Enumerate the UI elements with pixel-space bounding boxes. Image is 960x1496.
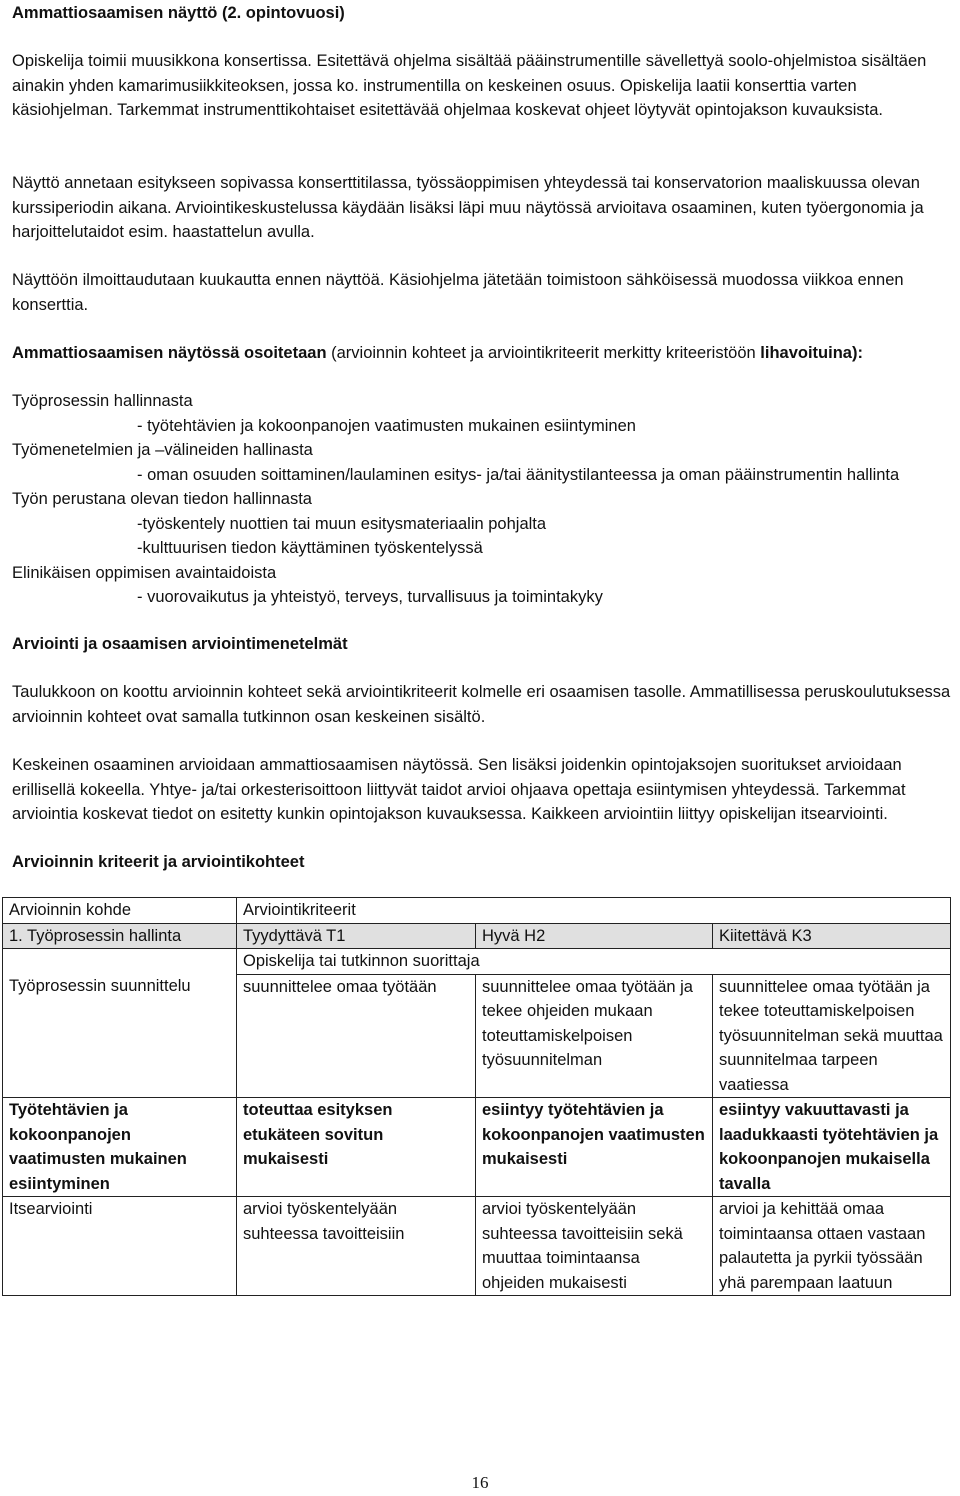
competence-item: - oman osuuden soittaminen/laulaminen esitys- ja/tai äänitystilanteessa ja oman pääinstrumentin hallinta	[137, 465, 900, 484]
grade-t1: Tyydyttävä T1	[237, 923, 476, 949]
competence-title: Työprosessin hallinnasta	[12, 392, 193, 410]
row-k3: esiintyy vakuuttavasti ja laadukkaasti työtehtävien ja kokoonpanojen mukaisella tavalla	[713, 1098, 951, 1197]
subheader-text: Opiskelija tai tutkinnon suorittaja	[237, 949, 951, 975]
row-h2: suunnittelee omaa työtään ja tekee ohjeiden mukaan toteuttamiskelpoisen työsuunnitelman	[476, 974, 713, 1098]
row-target: Työtehtävien ja kokoonpanojen vaatimusten mukainen esiintyminen	[3, 1098, 237, 1197]
competence-list	[12, 389, 956, 610]
grade-k3: Kiitettävä K3	[713, 923, 951, 949]
document-title: Ammattiosaamisen näyttö (2. opintovuosi)	[12, 4, 345, 22]
intro-paragraph-2: Näyttö annetaan esitykseen sopivassa konserttitilassa, työssäoppimisen yhteydessä tai konservatorion maaliskuussa olevan kurssiperiodin aikana. Arviointikeskustelussa käydään lisäksi läpi muu näytössä arvioitava osaaminen, kuten työergonomia ja harjoittelutaidot esim. haastattelun avulla.	[12, 174, 924, 241]
competence-title: Työn perustana olevan tiedon hallinnasta	[12, 490, 312, 508]
table-subheader-row	[3, 949, 951, 975]
competence-item: - vuorovaikutus ja yhteistyö, terveys, turvallisuus ja toimintakyky	[137, 588, 603, 606]
row-k3: suunnittelee omaa työtään ja tekee toteuttamiskelpoisen työsuunnitelman sekä muuttaa suunnitelmaa tarpeen vaatiessa	[713, 974, 951, 1098]
criteria-heading: Arvioinnin kriteerit ja arviointikohteet	[12, 853, 305, 871]
methods-paragraph-1: Taulukkoon on koottu arvioinnin kohteet sekä arviointikriteerit kolmelle eri osaamisen tasolle. Ammatillisessa peruskoulutuksessa arvioinnin kohteet ovat samalla tutkinnon osan keskeinen sisältö.	[12, 683, 951, 726]
row-t1: toteuttaa esityksen etukäteen sovitun mukaisesti	[237, 1098, 476, 1197]
table-row	[3, 1098, 951, 1197]
intro-paragraph-1: Opiskelija toimii muusikkona konsertissa. Esitettävä ohjelma sisältää pääinstrumentille sävellettyä soolo-ohjelmistoa sisältäen ainakin yhden kamarimusiikkiteoksen, jossa ko. instrumentilla on keskeinen osuus. Opiskelija laatii konserttia varten käsiohjelman. Tarkemmat instrumenttikohtaiset esitettävää ohjelmaa koskevat ohjeet löytyvät opintojakson kuvauksista.	[12, 52, 927, 119]
shown-lead-bold-2: lihavoituina):	[760, 344, 863, 362]
header-target: Arvioinnin kohde	[3, 898, 237, 924]
row-t1: arvioi työskentelyään suhteessa tavoitteisiin	[237, 1197, 476, 1296]
competence-item: -työskentely nuottien tai muun esitysmateriaalin pohjalta	[137, 514, 547, 533]
row-h2: arvioi työskentelyään suhteessa tavoitteisiin sekä muuttaa toimintaansa ohjeiden mukaisesti	[476, 1197, 713, 1296]
competence-title: Elinikäisen oppimisen avaintaidoista	[12, 563, 277, 582]
row-t1: suunnittelee omaa työtään	[237, 974, 476, 1098]
grade-h2: Hyvä H2	[476, 923, 713, 949]
competence-item: - työtehtävien ja kokoonpanojen vaatimusten mukainen esiintyminen	[137, 416, 636, 435]
row-h2: esiintyy työtehtävien ja kokoonpanojen vaatimusten mukaisesti	[476, 1098, 713, 1197]
shown-lead-bold: Ammattiosaamisen näytössä osoitetaan	[12, 344, 327, 362]
table-header-row	[3, 898, 951, 924]
row-k3: arvioi ja kehittää omaa toimintaansa ottaen vastaan palautetta ja pyrkii työssään yhä parempaan laatuun	[713, 1197, 951, 1296]
page-number: 16	[471, 1473, 489, 1492]
criteria-table	[2, 897, 951, 1296]
table-section-row	[3, 923, 951, 949]
intro-paragraph-3: Näyttöön ilmoittaudutaan kuukautta ennen näyttöä. Käsiohjelma jätetään toimistoon sähköisessä muodossa viikkoa ennen konserttia.	[12, 271, 904, 314]
shown-competences-lead	[12, 341, 956, 366]
competence-title: Työmenetelmien ja –välineiden hallinasta	[12, 441, 313, 459]
competence-item: -kulttuurisen tiedon käyttäminen työskentelyssä	[137, 539, 483, 557]
header-criteria: Arviointikriteerit	[237, 898, 951, 924]
methods-paragraph-2: Keskeinen osaaminen arvioidaan ammattiosaamisen näytössä. Sen lisäksi joidenkin opintojaksojen suoritukset arvioidaan erillisellä kokeella. Yhtye- ja/tai orkesterisoittoon liittyvät taidot arvioi ohjaava opettaja esiintymisen yhteydessä. Tarkemmat arviointia koskevat tiedot on esitetty kunkin opintojakson kuvauksessa. Kaikkeen arviointiin liittyy opiskelijan itsearviointi.	[12, 756, 906, 823]
shown-lead-rest: (arvioinnin kohteet ja arviointikriteerit merkitty kriteeristöön	[326, 344, 761, 362]
table-row	[3, 1197, 951, 1296]
row-target: Työprosessin suunnittelu	[3, 974, 237, 1098]
row-target: Itsearviointi	[3, 1197, 237, 1296]
section-title: 1. Työprosessin hallinta	[3, 923, 237, 949]
table-row	[3, 974, 951, 1098]
methods-heading: Arviointi ja osaamisen arviointimenetelmät	[12, 635, 348, 653]
